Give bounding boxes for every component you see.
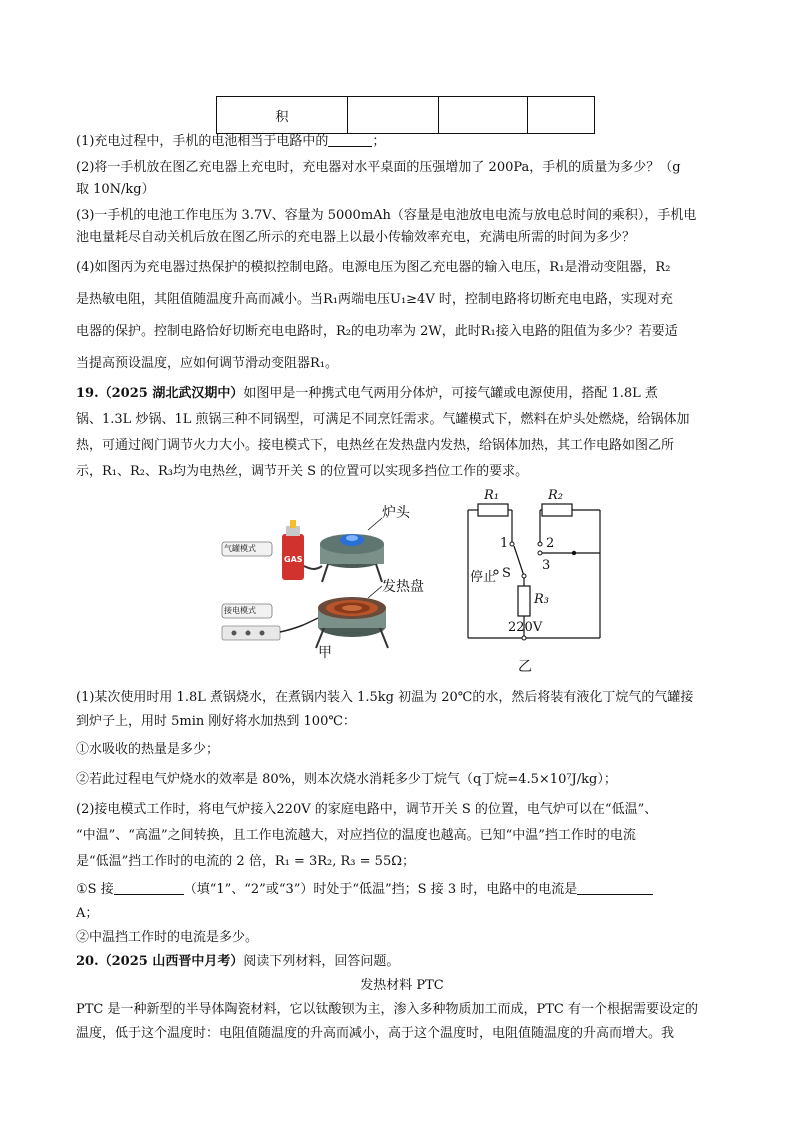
heating-plate-label: 发热盘 [382,579,424,595]
q19-intro: 19.（2025 湖北武汉期中）如图甲是一种携式电气两用分体炉，可接气罐或电源使用，搭配 1.8L 煮 [76,386,658,401]
q19-sub2-b: ②中温挡工作时的电流是多少。 [76,930,259,945]
gas-can-label: GAS [284,555,303,564]
r2-label: R₂ [548,488,563,503]
r3-label: R₃ [534,592,549,607]
q18-part4: (4)如图丙为充电器过热保护的模拟控制电路。电源电压为图乙充电器的输入电压，R₁是滑动变阻器，R₂ [76,260,671,275]
question-number: 19. [76,386,99,401]
q18-part3-cont: 池电量耗尽自动关机后放在图乙所示的充电器上以最小传输效率充电，充满电所需的时间为多少？ [76,230,636,245]
q18-part4-cont2: 电器的保护。控制电路恰好切断充电电路时，R₂的电功率为 2W，此时R₁接入电路的阻值为多少？若要适 [76,324,678,339]
q18-part3: (3)一手机的电池工作电压为 3.7V、容量为 5000mAh（容量是电池放电电流与放电总时间的乘积），手机电 [76,208,697,223]
reading-title: 发热材料 PTC [360,978,444,993]
question-source: （2025 山西晋中月考） [98,954,244,969]
question-source: （2025 湖北武汉期中） [98,386,244,401]
answer-blank[interactable] [577,880,653,895]
r1-label: R₁ [484,488,499,503]
electric-mode-tag: 接电模式 [224,606,256,615]
answer-blank[interactable] [114,880,184,895]
q18-part4-cont: 是热敏电阻，其阻值随温度升高而减小。当R₁两端电压U₁≥4V 时，控制电路将切断充电电路，实现对充 [76,292,673,307]
figure-yi [462,488,604,678]
terminal-1-label: 1 [500,536,509,551]
q19-sub1: (1)某次使用时用 1.8L 煮锅烧水，在煮锅内装入 1.5kg 初温为 20℃的水，然后将装有液化丁烷气的气罐接 [76,690,694,705]
q18-part2-cont: 取 10N/kg） [76,182,155,197]
table-cell: 积 [217,97,348,134]
q20-intro: 20.（2025 山西晋中月考）阅读下列材料，回答问题。 [76,954,400,969]
q19-intro-4: 示，R₁、R₂、R₃均为电热丝，调节开关 S 的位置可以实现多挡位工作的要求。 [76,464,529,479]
q19-sub2-a: ①S 接 （填“1”、“2”或“3”）时处于“低温”挡；S 接 3 时，电路中的电流是 [76,880,728,900]
figure-jia [218,500,438,660]
question-number: 20. [76,954,99,969]
q18-part1: (1)充电过程中，手机的电池相当于电路中的 ； [76,134,386,149]
switch-s-label: S [502,566,511,581]
q18-part4-cont3: 当提高预设温度，应如何调节滑动变阻器R₁。 [76,356,338,371]
figure-caption-jia: 甲 [318,645,332,661]
q19-intro-3: 热，可通过阀门调节火力大小。接电模式下，电热丝在发热盘内发热，给锅体加热，其工作电路如图乙所 [76,438,675,453]
voltage-label: 220V [508,620,543,635]
q19-sub1-b: ②若此过程电气炉烧水的效率是 80%，则本次烧水消耗多少丁烷气（q丁烷=4.5×10⁷J/kg）； [76,772,617,787]
q19-sub2-cont2: 是“低温”挡工作时的电流的 2 倍，R₁ = 3R₂, R₃ = 55Ω； [76,854,415,869]
q19-sub1-a: ①水吸收的热量是多少； [76,742,220,757]
terminal-3-label: 3 [542,558,551,573]
reading-paragraph: PTC 是一种新型的半导体陶瓷材料，它以钛酸钡为主，渗入多种物质加工而成，PTC 有一个根据需要设定的 [76,1002,698,1017]
q19-sub1-cont: 到炉子上，用时 5min 刚好将水加热到 100℃： [76,714,356,729]
table-cell [348,97,439,134]
q18-part2: (2)将一手机放在图乙充电器上充电时，充电器对水平桌面的压强增加了 200Pa，手机的质量为多少？（g [76,160,681,175]
q19-sub2: (2)接电模式工作时，将电气炉接入220V 的家庭电路中，调节开关 S 的位置，电气炉可以在“低温”、 [76,802,658,817]
table-cell [528,97,595,134]
q19-sub2-cont: “中温”、“高温”之间转换，且工作电流越大，对应挡位的温度也越高。已知“中温”挡工作时的电流 [76,828,636,843]
terminal-2-label: 2 [546,536,555,551]
burner-label: 炉头 [382,505,410,521]
q19-sub2-unit: A； [76,906,99,921]
stop-label: 停止 [470,570,497,585]
reading-paragraph-cont: 温度，低于这个温度时：电阻值随温度的升高而减小，高于这个温度时，电阻值随温度的升高而增大。我 [76,1026,675,1041]
data-table [216,96,595,134]
answer-blank[interactable] [328,132,372,147]
q19-intro-2: 锅、1.3L 炒锅、1L 煎锅三种不同锅型，可满足不同烹饪需求。气罐模式下，燃料在炉头处燃烧，给锅体加 [76,412,690,427]
gas-mode-tag: 气罐模式 [224,544,256,553]
table-cell [439,97,528,134]
figure-caption-yi: 乙 [518,659,532,675]
